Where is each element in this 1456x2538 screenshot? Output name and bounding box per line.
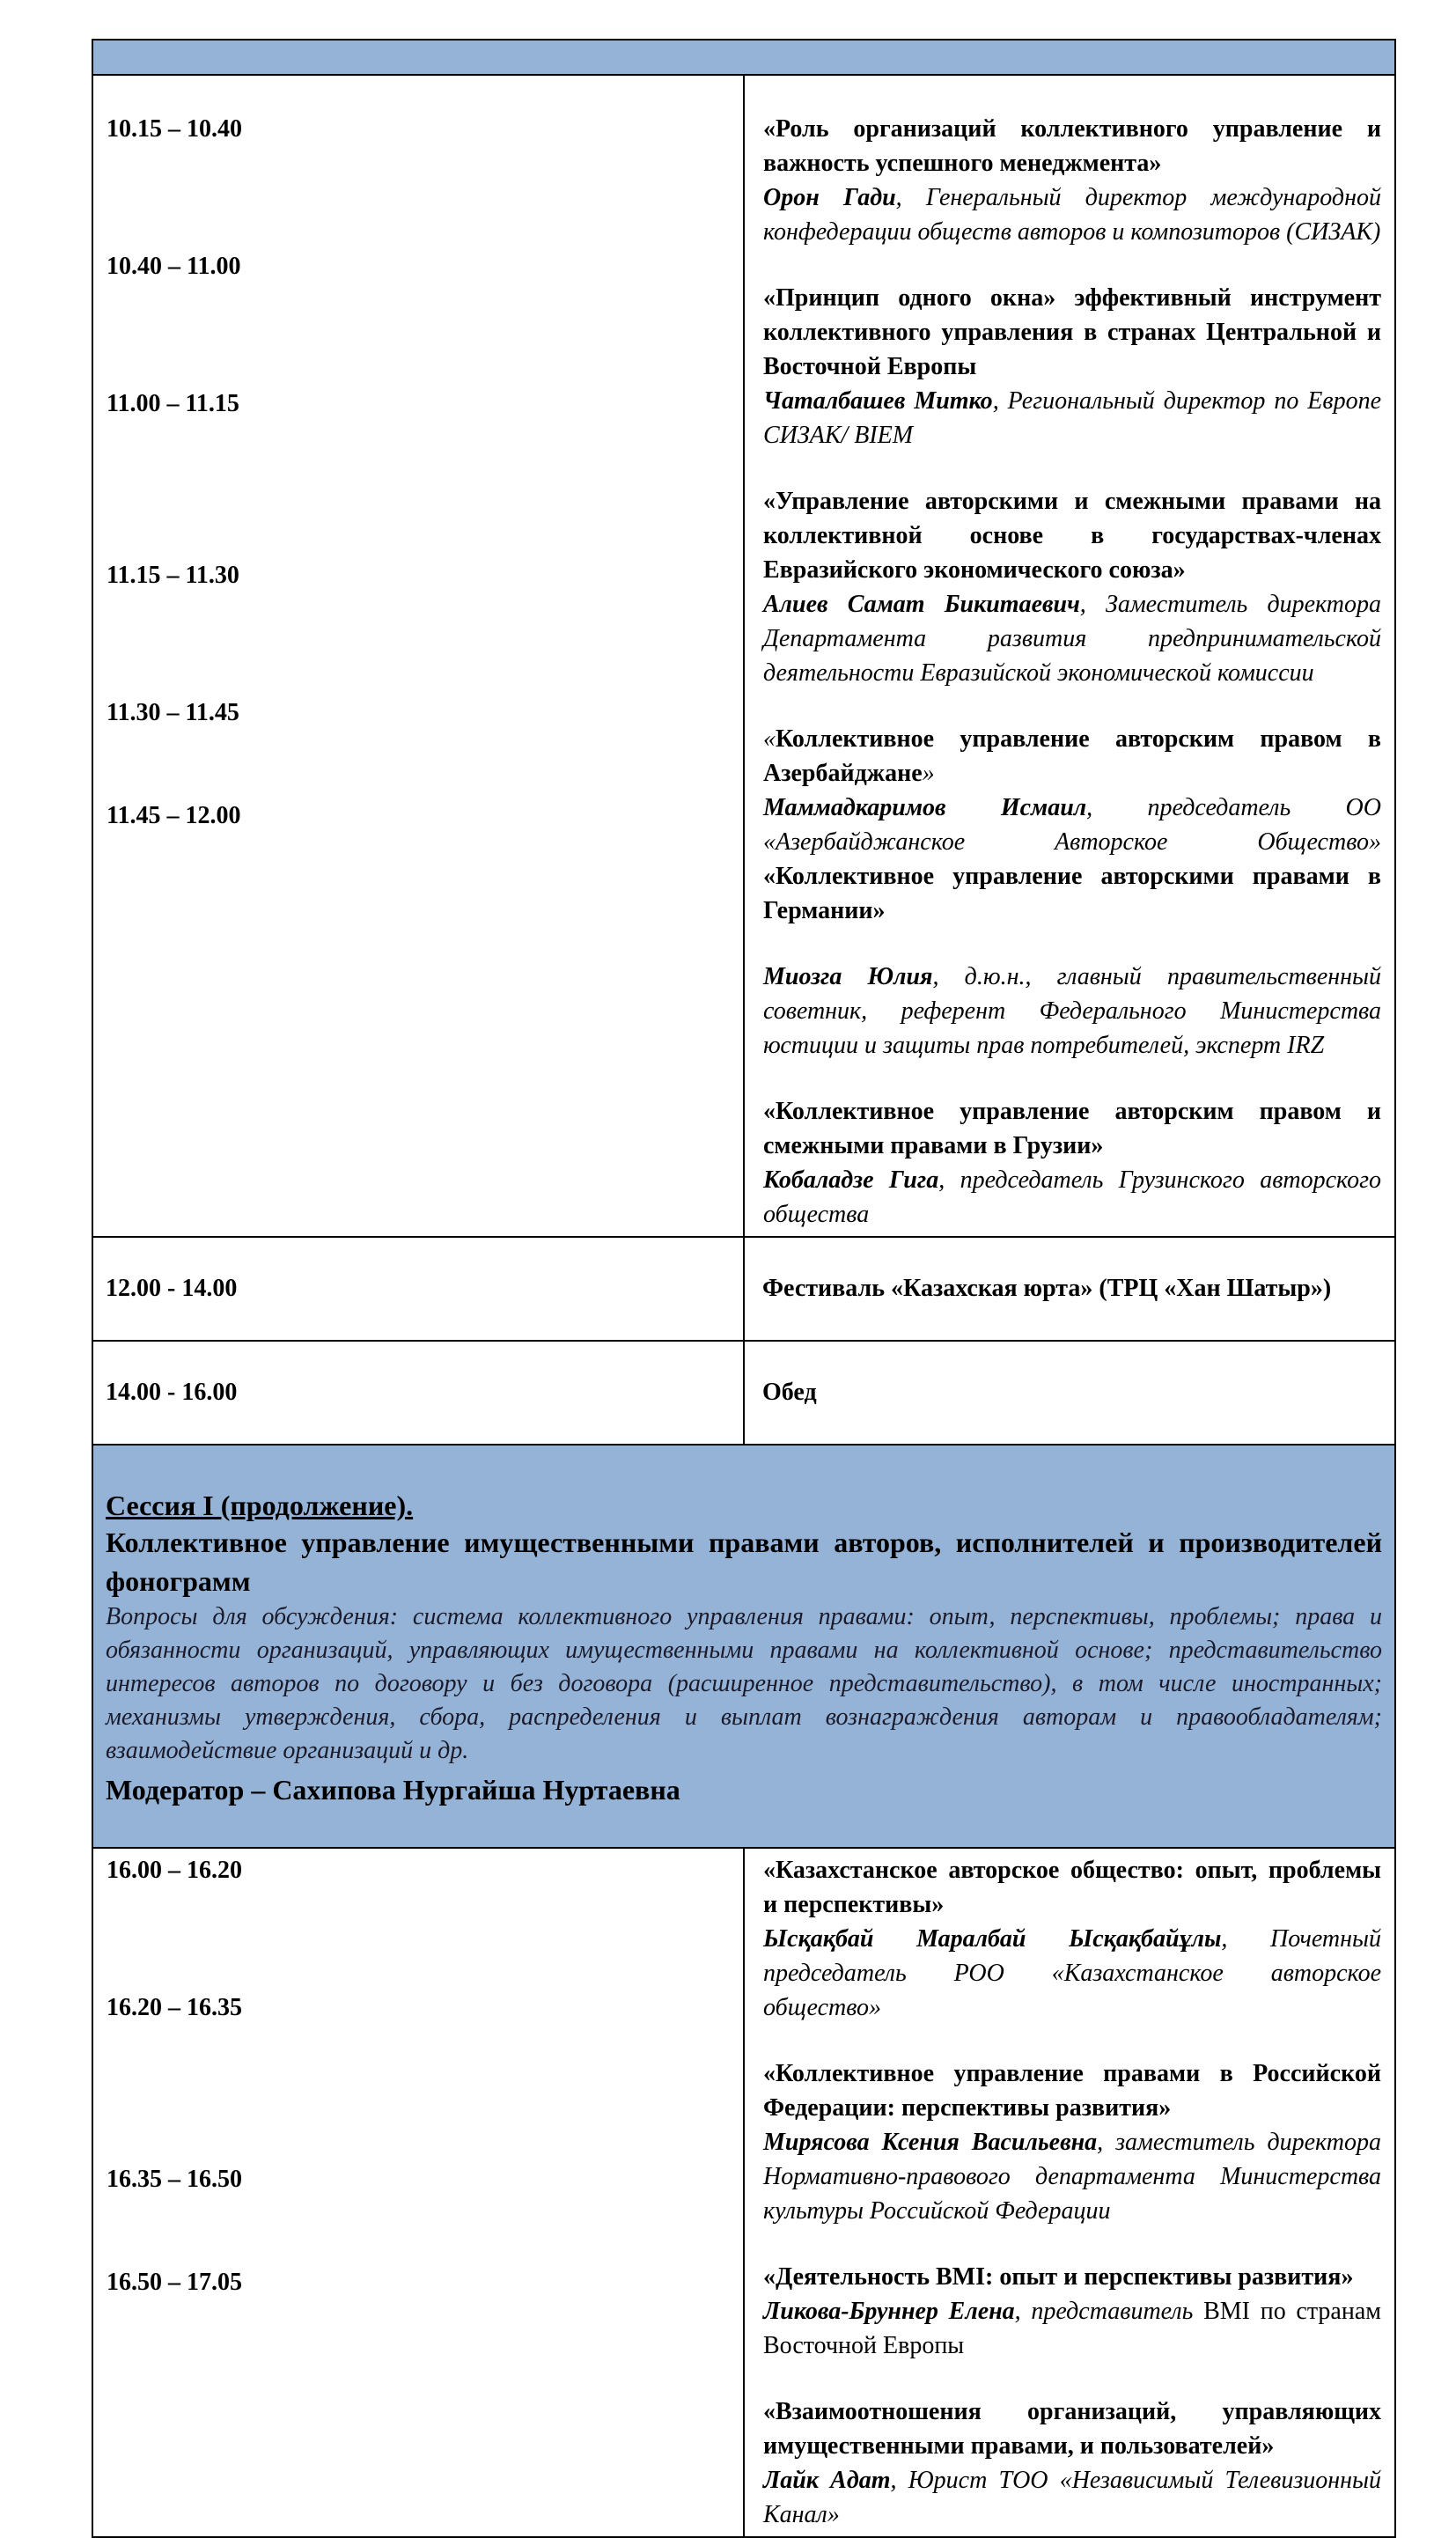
talk-entry [746, 112, 1393, 249]
speaker-name: Кобаладзе Гига [763, 1166, 939, 1194]
top-band-row [92, 40, 1395, 75]
festival-text: Фестиваль «Казахская юрта» (ТРЦ «Хан Шатыр») [744, 1237, 1395, 1341]
speaker-role: , председатель Грузинского авторского общества [763, 1166, 1382, 1228]
morning-talks-row [92, 75, 1395, 1237]
talk-title: «Управление авторскими и смежными правами на коллективной основе в государствах-членах Евразийского экономического союза» [763, 488, 1381, 584]
talk-entry [746, 2395, 1393, 2532]
talk-title: Коллективное управление авторским правом в Азербайджане [763, 725, 1381, 787]
talk-entry [746, 1853, 1393, 2025]
time-slot: 16.00 – 16.20 [107, 1857, 242, 1884]
time-slot: 11.00 – 11.15 [107, 390, 239, 417]
speaker-role: , д.ю.н., главный правительственный советник, референт Федерального Министерства юстиции и защиты прав потребителей, эксперт IRZ [763, 963, 1381, 1059]
speaker-name: Алиев Самат Бикитаевич [763, 591, 1080, 618]
talk-entry [746, 2056, 1393, 2228]
talk-entry [746, 960, 1393, 1063]
talk-entry [746, 484, 1393, 690]
session-header-row [92, 1445, 1395, 1848]
session-questions: Вопросы для обсуждения: система коллективного управления правами: опыт, перспективы, проблемы; права и обязанности организаций, управляющих имущественными правами на коллективной основе; представительство интересов авторов по договору и без договора (расширенное представительство), в том числе иностранных; механизмы утверждения, сбора, распределения и выплат вознаграждения авторам и правообладателям; взаимодействие организаций и др. [106, 1603, 1382, 1764]
speaker-name: Маммадкаримов Исмаил [763, 794, 1087, 821]
program-table [92, 39, 1396, 2538]
program-sheet [92, 39, 1396, 2538]
speaker-role: , Почетный председатель РОО «Казахстанское авторское общество» [763, 1925, 1381, 2021]
lunch-row [92, 1341, 1395, 1445]
afternoon-talks-row [92, 1848, 1395, 2537]
time-slot: 16.50 – 17.05 [107, 2269, 242, 2296]
speaker-name: Орон Гади [763, 184, 896, 211]
lunch-time: 14.00 - 16.00 [92, 1341, 744, 1445]
speaker-role: , председатель ОО «Азербайджанское Авторское Общество» [763, 794, 1381, 856]
talk-title-extra: «Коллективное управление авторскими правами в Германии» [763, 863, 1381, 924]
speaker-role: , Генеральный директор международной конфедерации обществ авторов и композиторов (СИЗАК) [763, 184, 1381, 246]
speaker-role-plain: BMI по странам Восточной Европы [763, 2298, 1381, 2359]
time-slot: 10.40 – 11.00 [107, 253, 241, 280]
time-slot: 11.30 – 11.45 [107, 699, 239, 726]
talk-title: «Коллективное управление правами в Российской Федерации: перспективы развития» [763, 2060, 1381, 2122]
time-slot: 16.20 – 16.35 [107, 1994, 242, 2021]
talk-title: «Принцип одного окна» эффективный инструмент коллективного управления в странах Центральной и Восточной Европы [763, 284, 1381, 380]
speaker-name: Чаталбашев Митко [763, 387, 993, 415]
session-title: Коллективное управление имущественными правами авторов, исполнителей и производителей фонограмм [106, 1526, 1382, 1597]
talk-entry [746, 1094, 1393, 1235]
talk-title: «Роль организаций коллективного управление и важность успешного менеджмента» [763, 115, 1381, 177]
morning-talks [744, 75, 1395, 1237]
session-moderator: Модератор – Сахипова Нургайша Нуртаевна [106, 1774, 680, 1806]
speaker-role: , Юрист ТОО «Независимый Телевизионный Канал» [763, 2467, 1381, 2528]
time-slot: 11.15 – 11.30 [107, 562, 239, 589]
afternoon-times [92, 1848, 744, 2537]
speaker-name: Миозга Юлия [763, 963, 933, 990]
time-slot: 10.15 – 10.40 [107, 115, 242, 143]
festival-row [92, 1237, 1395, 1341]
session-heading: Сессия I (продолжение). [106, 1490, 414, 1521]
title-close-quote: » [922, 760, 935, 787]
talk-title: «Деятельность BMI: опыт и перспективы развития» [763, 2263, 1354, 2291]
festival-time: 12.00 - 14.00 [92, 1237, 744, 1341]
talk-entry [746, 2260, 1393, 2363]
speaker-role: , Региональный директор по Европе СИЗАК/ BIEM [763, 387, 1381, 449]
speaker-name: Ысқақбай Маралбай Ысқақбайұлы [763, 1925, 1222, 1953]
talk-title: «Казахстанское авторское общество: опыт, проблемы и перспективы» [763, 1857, 1381, 1918]
speaker-role: , заместитель директора Нормативно-правового департамента Министерства культуры Российской Федерации [763, 2129, 1381, 2225]
top-band [92, 40, 1395, 75]
afternoon-talks [744, 1848, 1395, 2537]
talk-entry [746, 722, 1393, 928]
morning-times [92, 75, 744, 1237]
time-slot: 16.35 – 16.50 [107, 2166, 242, 2193]
title-open-quote: « [763, 725, 776, 753]
speaker-role: , Заместитель директора Департамента развития предпринимательской деятельности Евразийской экономической комиссии [763, 591, 1381, 687]
speaker-name: Ликова-Бруннер Елена [763, 2298, 1015, 2325]
speaker-name: Мирясова Ксения Васильевна [763, 2129, 1098, 2156]
session-header [92, 1445, 1395, 1848]
speaker-name: Лайк Адат [763, 2467, 891, 2494]
time-slot: 11.45 – 12.00 [107, 802, 241, 829]
lunch-text: Обед [744, 1341, 1395, 1445]
speaker-role: , представитель [1014, 2298, 1204, 2325]
talk-entry [746, 281, 1393, 452]
talk-title: «Взаимоотношения организаций, управляющих имущественными правами, и пользователей» [763, 2398, 1381, 2460]
talk-title: «Коллективное управление авторским правом и смежными правами в Грузии» [763, 1098, 1381, 1159]
